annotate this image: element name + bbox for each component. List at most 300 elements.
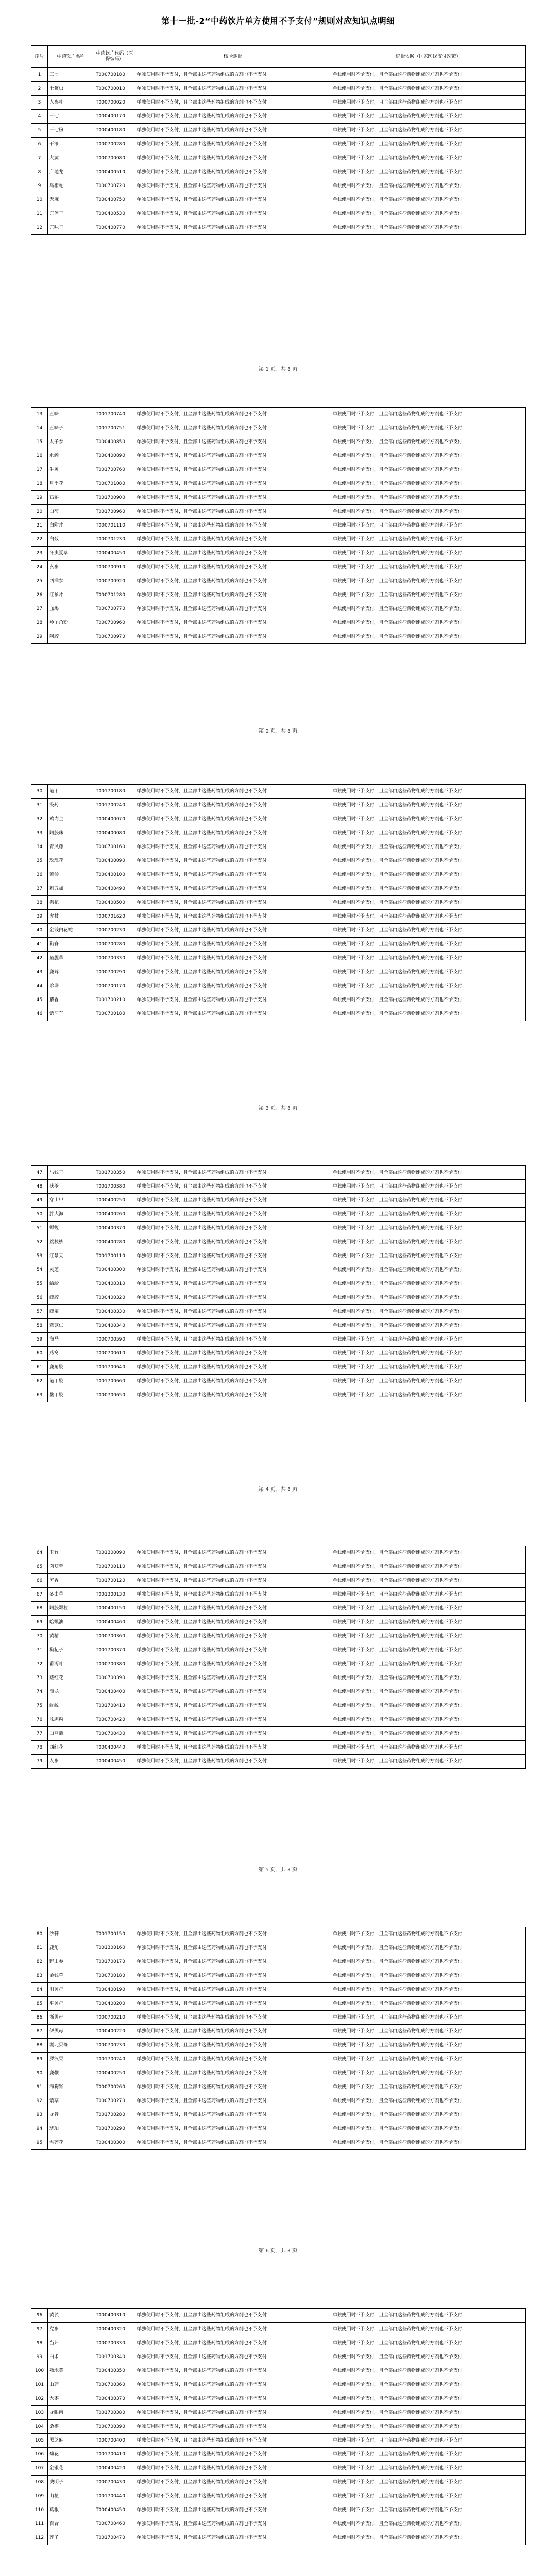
herb-name: 紫河车 — [48, 1007, 94, 1021]
policy-basis: 单独使用时不予支付，且全部由这些药物组成的方剂也不予支付 — [331, 785, 526, 799]
table-row — [31, 138, 526, 151]
policy-basis: 单独使用时不予支付，且全部由这些药物组成的方剂也不予支付 — [331, 1685, 526, 1699]
herb-code: T001700660 — [94, 1375, 135, 1388]
table-row — [31, 2080, 526, 2094]
policy-basis: 单独使用时不予支付，且全部由这些药物组成的方剂也不予支付 — [331, 2350, 526, 2364]
row-number: 104 — [31, 2420, 48, 2434]
check-logic: 单独使用时不予支付，且全部由这些药物组成的方剂也不予支付 — [135, 2364, 331, 2378]
herb-name: 海龙 — [48, 1685, 94, 1699]
herb-code: T000400070 — [94, 812, 135, 826]
check-logic: 单独使用时不予支付，且全部由这些药物组成的方剂也不予支付 — [135, 952, 331, 965]
row-number: 83 — [31, 1969, 48, 1983]
herb-name: 熊胆粉 — [48, 1713, 94, 1727]
herb-code: T001300160 — [94, 1941, 135, 1955]
herb-code: T000700380 — [94, 1657, 135, 1671]
table-row — [31, 799, 526, 812]
table-row — [31, 2066, 526, 2080]
check-logic: 单独使用时不予支付，且全部由这些药物组成的方剂也不予支付 — [135, 1546, 331, 1560]
row-number: 63 — [31, 1388, 48, 1402]
check-logic: 单独使用时不予支付，且全部由这些药物组成的方剂也不予支付 — [135, 547, 331, 561]
table-row — [31, 952, 526, 965]
table-row — [31, 2122, 526, 2136]
row-number: 45 — [31, 993, 48, 1007]
row-number: 109 — [31, 2489, 48, 2503]
check-logic: 单独使用时不予支付，且全部由这些药物组成的方剂也不予支付 — [135, 124, 331, 138]
herb-name: 乌梢蛇 — [48, 179, 94, 193]
herb-code: T001700370 — [94, 1643, 135, 1657]
check-logic: 单独使用时不予支付，且全部由这些药物组成的方剂也不予支付 — [135, 924, 331, 938]
page-7 — [31, 2308, 525, 2545]
check-logic: 单独使用时不予支付，且全部由这些药物组成的方剂也不予支付 — [135, 505, 331, 519]
table-row — [31, 408, 526, 421]
herb-code: T000400510 — [94, 165, 135, 179]
policy-basis: 单独使用时不予支付，且全部由这些药物组成的方剂也不予支付 — [331, 2122, 526, 2136]
table-row — [31, 68, 526, 82]
row-number: 112 — [31, 2531, 48, 2545]
policy-basis: 单独使用时不予支付，且全部由这些药物组成的方剂也不予支付 — [331, 1588, 526, 1602]
check-logic: 单独使用时不予支付，且全部由这些药物组成的方剂也不予支付 — [135, 2323, 331, 2336]
table-row — [31, 463, 526, 477]
row-number: 35 — [31, 854, 48, 868]
check-logic: 单独使用时不予支付，且全部由这些药物组成的方剂也不予支付 — [135, 82, 331, 96]
herb-code: T000400250 — [94, 2066, 135, 2080]
check-logic: 单独使用时不予支付，且全部由这些药物组成的方剂也不予支付 — [135, 1616, 331, 1630]
herb-name: 鹿角胶 — [48, 1361, 94, 1375]
policy-basis: 单独使用时不予支付，且全部由这些药物组成的方剂也不予支付 — [331, 547, 526, 561]
herb-code: T001700350 — [94, 1166, 135, 1180]
herb-code: T000700610 — [94, 1347, 135, 1361]
detail-table — [31, 407, 526, 644]
check-logic: 单独使用时不予支付，且全部由这些药物组成的方剂也不予支付 — [135, 2025, 331, 2039]
check-logic: 单独使用时不予支付，且全部由这些药物组成的方剂也不予支付 — [135, 2350, 331, 2364]
policy-basis: 单独使用时不予支付，且全部由这些药物组成的方剂也不予支付 — [331, 1319, 526, 1333]
check-logic: 单独使用时不予支付，且全部由这些药物组成的方剂也不予支付 — [135, 2136, 331, 2150]
check-logic: 单独使用时不予支付，且全部由这些药物组成的方剂也不予支付 — [135, 1997, 331, 2011]
herb-code: T000700920 — [94, 574, 135, 588]
row-number: 86 — [31, 2011, 48, 2025]
herb-name: 刺五加 — [48, 882, 94, 896]
policy-basis: 单独使用时不予支付，且全部由这些药物组成的方剂也不予支付 — [331, 2434, 526, 2448]
row-number: 66 — [31, 1574, 48, 1588]
policy-basis: 单独使用时不予支付，且全部由这些药物组成的方剂也不予支付 — [331, 799, 526, 812]
herb-name: 干漆 — [48, 138, 94, 151]
herb-code: T000400340 — [94, 1319, 135, 1333]
row-number: 24 — [31, 561, 48, 574]
table-row — [31, 2364, 526, 2378]
page-footer: 第 1 页，共 8 页 — [258, 367, 298, 372]
row-number: 68 — [31, 1602, 48, 1616]
page-1 — [31, 45, 525, 235]
check-logic: 单独使用时不予支付，且全部由这些药物组成的方剂也不予支付 — [135, 491, 331, 505]
policy-basis: 单独使用时不予支付，且全部由这些药物组成的方剂也不予支付 — [331, 2448, 526, 2462]
table-row — [31, 1699, 526, 1713]
policy-basis: 单独使用时不予支付，且全部由这些药物组成的方剂也不予支付 — [331, 207, 526, 221]
herb-code: T000400320 — [94, 1291, 135, 1305]
table-row — [31, 1588, 526, 1602]
herb-name: 黑芝麻 — [48, 2434, 94, 2448]
table-row — [31, 519, 526, 533]
herb-name: 苦参 — [48, 868, 94, 882]
herb-code: T001700751 — [94, 421, 135, 435]
check-logic: 单独使用时不予支付，且全部由这些药物组成的方剂也不予支付 — [135, 1388, 331, 1402]
herb-code: T000700020 — [94, 96, 135, 110]
table-row — [31, 179, 526, 193]
herb-code: T000400850 — [94, 435, 135, 449]
table-row — [31, 826, 526, 840]
policy-basis: 单独使用时不予支付，且全部由这些药物组成的方剂也不予支付 — [331, 854, 526, 868]
row-number: 96 — [31, 2309, 48, 2323]
policy-basis: 单独使用时不予支付，且全部由这些药物组成的方剂也不予支付 — [331, 896, 526, 910]
herb-code: T000700080 — [94, 151, 135, 165]
herb-name: 白附片 — [48, 519, 94, 533]
herb-code: T000700720 — [94, 179, 135, 193]
check-logic: 单独使用时不予支付，且全部由这些药物组成的方剂也不予支付 — [135, 1685, 331, 1699]
policy-basis: 单独使用时不予支付，且全部由这些药物组成的方剂也不予支付 — [331, 533, 526, 547]
row-number: 11 — [31, 207, 48, 221]
table-row — [31, 151, 526, 165]
check-logic: 单独使用时不予支付，且全部由这些药物组成的方剂也不予支付 — [135, 2517, 331, 2531]
herb-name: 灵芝 — [48, 1263, 94, 1277]
herb-name: 金银花 — [48, 2462, 94, 2476]
policy-basis: 单独使用时不予支付，且全部由这些药物组成的方剂也不予支付 — [331, 1166, 526, 1180]
row-number: 108 — [31, 2476, 48, 2489]
herb-code: T000400200 — [94, 1997, 135, 2011]
herb-name: 羚羊角粉 — [48, 616, 94, 630]
herb-code: T000400890 — [94, 449, 135, 463]
herb-code: T000700360 — [94, 2378, 135, 2392]
herb-code: T000700770 — [94, 602, 135, 616]
check-logic: 单独使用时不予支付，且全部由这些药物组成的方剂也不予支付 — [135, 2434, 331, 2448]
herb-name: 蝉蜕 — [48, 1222, 94, 1235]
herb-code: T000700230 — [94, 2039, 135, 2053]
herb-name: 沙棘 — [48, 1927, 94, 1941]
table-row — [31, 547, 526, 561]
herb-code: T000701280 — [94, 588, 135, 602]
check-logic: 单独使用时不予支付，且全部由这些药物组成的方剂也不予支付 — [135, 965, 331, 979]
row-number: 43 — [31, 965, 48, 979]
herb-name: 蛇蜕 — [48, 1699, 94, 1713]
policy-basis: 单独使用时不予支付，且全部由这些药物组成的方剂也不予支付 — [331, 1755, 526, 1769]
herb-name: 太子参 — [48, 435, 94, 449]
herb-code: T000400080 — [94, 826, 135, 840]
check-logic: 单独使用时不予支付，且全部由这些药物组成的方剂也不予支付 — [135, 882, 331, 896]
herb-name: 天麻 — [48, 193, 94, 207]
herb-name: 珍珠 — [48, 979, 94, 993]
detail-table — [31, 2308, 526, 2545]
herb-name: 狗脊 — [48, 938, 94, 952]
check-logic: 单独使用时不予支付，且全部由这些药物组成的方剂也不予支付 — [135, 1671, 331, 1685]
herb-code: T000400260 — [94, 1208, 135, 1222]
row-number: 51 — [31, 1222, 48, 1235]
herb-code: T001700180 — [94, 785, 135, 799]
check-logic: 单独使用时不予支付，且全部由这些药物组成的方剂也不予支付 — [135, 2406, 331, 2420]
table-row — [31, 96, 526, 110]
herb-code: T000700180 — [94, 1969, 135, 1983]
table-row — [31, 1361, 526, 1375]
row-number: 2 — [31, 82, 48, 96]
check-logic: 单独使用时不予支付，且全部由这些药物组成的方剂也不予支付 — [135, 519, 331, 533]
herb-code: T000700650 — [94, 1388, 135, 1402]
herb-code: T000700270 — [94, 2094, 135, 2108]
row-number: 97 — [31, 2323, 48, 2336]
row-number: 111 — [31, 2517, 48, 2531]
herb-code: T000700330 — [94, 2336, 135, 2350]
policy-basis: 单独使用时不予支付，且全部由这些药物组成的方剂也不予支付 — [331, 1671, 526, 1685]
policy-basis: 单独使用时不予支付，且全部由这些药物组成的方剂也不予支付 — [331, 2489, 526, 2503]
row-number: 23 — [31, 547, 48, 561]
herb-code: T000700010 — [94, 82, 135, 96]
table-row — [31, 1388, 526, 1402]
policy-basis: 单独使用时不予支付，且全部由这些药物组成的方剂也不予支付 — [331, 449, 526, 463]
table-row — [31, 1983, 526, 1997]
herb-code: T001700740 — [94, 408, 135, 421]
policy-basis: 单独使用时不予支付，且全部由这些药物组成的方剂也不予支付 — [331, 2025, 526, 2039]
table-row — [31, 1616, 526, 1630]
table-row — [31, 1277, 526, 1291]
table-row — [31, 491, 526, 505]
herb-name: 虎杖 — [48, 910, 94, 924]
check-logic: 单独使用时不予支付，且全部由这些药物组成的方剂也不予支付 — [135, 630, 331, 644]
row-number: 20 — [31, 505, 48, 519]
herb-name: 川贝母 — [48, 1983, 94, 1997]
herb-name: 藏红花 — [48, 1671, 94, 1685]
table-row — [31, 2011, 526, 2025]
policy-basis: 单独使用时不予支付，且全部由这些药物组成的方剂也不予支付 — [331, 2136, 526, 2150]
herb-code: T000400490 — [94, 882, 135, 896]
herb-name: 燕窝 — [48, 1347, 94, 1361]
row-number: 32 — [31, 812, 48, 826]
check-logic: 单独使用时不予支付，且全部由这些药物组成的方剂也不予支付 — [135, 2039, 331, 2053]
policy-basis: 单独使用时不予支付，且全部由这些药物组成的方剂也不予支付 — [331, 1263, 526, 1277]
herb-code: T000700430 — [94, 2476, 135, 2489]
policy-basis: 单独使用时不予支付，且全部由这些药物组成的方剂也不予支付 — [331, 2108, 526, 2122]
check-logic: 单独使用时不予支付，且全部由这些药物组成的方剂也不予支付 — [135, 896, 331, 910]
table-row — [31, 2039, 526, 2053]
check-logic: 单独使用时不予支付，且全部由这些药物组成的方剂也不予支付 — [135, 2336, 331, 2350]
check-logic: 单独使用时不予支付，且全部由这些药物组成的方剂也不予支付 — [135, 2531, 331, 2545]
policy-basis: 单独使用时不予支付，且全部由这些药物组成的方剂也不予支付 — [331, 193, 526, 207]
policy-basis: 单独使用时不予支付，且全部由这些药物组成的方剂也不予支付 — [331, 2364, 526, 2378]
herb-code: T000700970 — [94, 630, 135, 644]
herb-code: T000700910 — [94, 561, 135, 574]
herb-name: 冬虫夏草 — [48, 547, 94, 561]
column-header: 逻辑依据（国家医保支付政策） — [331, 46, 526, 68]
herb-code: T001700290 — [94, 2122, 135, 2136]
check-logic: 单独使用时不予支付，且全部由这些药物组成的方剂也不予支付 — [135, 2066, 331, 2080]
policy-basis: 单独使用时不予支付，且全部由这些药物组成的方剂也不予支付 — [331, 1727, 526, 1741]
check-logic: 单独使用时不予支付，且全部由这些药物组成的方剂也不予支付 — [135, 602, 331, 616]
row-number: 25 — [31, 574, 48, 588]
herb-code: T000700260 — [94, 2080, 135, 2094]
row-number: 85 — [31, 1997, 48, 2011]
check-logic: 单独使用时不予支付，且全部由这些药物组成的方剂也不予支付 — [135, 1657, 331, 1671]
policy-basis: 单独使用时不予支付，且全部由这些药物组成的方剂也不予支付 — [331, 2094, 526, 2108]
herb-name: 玫瑰花 — [48, 854, 94, 868]
table-row — [31, 1291, 526, 1305]
herb-name: 西红花 — [48, 1741, 94, 1755]
row-number: 71 — [31, 1643, 48, 1657]
row-number: 61 — [31, 1361, 48, 1375]
row-number: 9 — [31, 179, 48, 193]
policy-basis: 单独使用时不予支付，且全部由这些药物组成的方剂也不予支付 — [331, 82, 526, 96]
row-number: 78 — [31, 1741, 48, 1755]
check-logic: 单独使用时不予支付，且全部由这些药物组成的方剂也不予支付 — [135, 421, 331, 435]
policy-basis: 单独使用时不予支付，且全部由这些药物组成的方剂也不予支付 — [331, 2066, 526, 2080]
herb-name: 海狗肾 — [48, 2080, 94, 2094]
table-row — [31, 1997, 526, 2011]
herb-code: T001700410 — [94, 2448, 135, 2462]
policy-basis: 单独使用时不予支付，且全部由这些药物组成的方剂也不予支付 — [331, 110, 526, 124]
table-row — [31, 1643, 526, 1657]
check-logic: 单独使用时不予支付，且全部由这些药物组成的方剂也不予支付 — [135, 179, 331, 193]
policy-basis: 单独使用时不予支付，且全部由这些药物组成的方剂也不予支付 — [331, 1983, 526, 1997]
row-number: 91 — [31, 2080, 48, 2094]
policy-basis: 单独使用时不予支付，且全部由这些药物组成的方剂也不予支付 — [331, 588, 526, 602]
herb-code: T000700360 — [94, 1630, 135, 1643]
table-row — [31, 1630, 526, 1643]
table-row — [31, 1546, 526, 1560]
check-logic: 单独使用时不予支付，且全部由这些药物组成的方剂也不予支付 — [135, 207, 331, 221]
check-logic: 单独使用时不予支付，且全部由这些药物组成的方剂也不予支付 — [135, 2094, 331, 2108]
herb-code: T000700280 — [94, 138, 135, 151]
check-logic: 单独使用时不予支付，且全部由这些药物组成的方剂也不予支付 — [135, 193, 331, 207]
table-row — [31, 533, 526, 547]
policy-basis: 单独使用时不予支付，且全部由这些药物组成的方剂也不予支付 — [331, 491, 526, 505]
policy-basis: 单独使用时不予支付，且全部由这些药物组成的方剂也不予支付 — [331, 1927, 526, 1941]
herb-code: T001700340 — [94, 2350, 135, 2364]
row-number: 57 — [31, 1305, 48, 1319]
table-row — [31, 1574, 526, 1588]
table-row — [31, 2309, 526, 2323]
herb-name: 罗汉果 — [48, 2053, 94, 2066]
policy-basis: 单独使用时不予支付，且全部由这些药物组成的方剂也不予支付 — [331, 840, 526, 854]
policy-basis: 单独使用时不予支付，且全部由这些药物组成的方剂也不予支付 — [331, 882, 526, 896]
page-footer: 第 5 页，共 8 页 — [258, 1867, 298, 1873]
row-number: 31 — [31, 799, 48, 812]
table-row — [31, 574, 526, 588]
row-number: 40 — [31, 924, 48, 938]
herb-name: 五味子 — [48, 221, 94, 235]
page-5 — [31, 1546, 525, 1769]
herb-code: T001700210 — [94, 993, 135, 1007]
table-row — [31, 616, 526, 630]
herb-code: T000700330 — [94, 952, 135, 965]
herb-name: 莲子 — [48, 2531, 94, 2545]
herb-name: 红参片 — [48, 588, 94, 602]
herb-name: 伊贝母 — [48, 2025, 94, 2039]
detail-table — [31, 784, 526, 1021]
table-row — [31, 2025, 526, 2039]
check-logic: 单独使用时不予支付，且全部由这些药物组成的方剂也不予支付 — [135, 1263, 331, 1277]
table-row — [31, 938, 526, 952]
policy-basis: 单独使用时不予支付，且全部由这些药物组成的方剂也不予支付 — [331, 1361, 526, 1375]
policy-basis: 单独使用时不予支付，且全部由这些药物组成的方剂也不予支付 — [331, 505, 526, 519]
policy-basis: 单独使用时不予支付，且全部由这些药物组成的方剂也不予支付 — [331, 2531, 526, 2545]
herb-name: 阿胶珠 — [48, 826, 94, 840]
check-logic: 单独使用时不予支付，且全部由这些药物组成的方剂也不予支付 — [135, 1222, 331, 1235]
table-row — [31, 2476, 526, 2489]
herb-code: T000400300 — [94, 2136, 135, 2150]
check-logic: 单独使用时不予支付，且全部由这些药物组成的方剂也不予支付 — [135, 1560, 331, 1574]
check-logic: 单独使用时不予支付，且全部由这些药物组成的方剂也不予支付 — [135, 854, 331, 868]
row-number: 98 — [31, 2336, 48, 2350]
check-logic: 单独使用时不予支付，且全部由这些药物组成的方剂也不予支付 — [135, 1375, 331, 1388]
herb-name: 枸杞 — [48, 896, 94, 910]
herb-name: 枸杞子 — [48, 1643, 94, 1657]
table-row — [31, 1249, 526, 1263]
row-number: 84 — [31, 1983, 48, 1997]
herb-code: T000400440 — [94, 1741, 135, 1755]
check-logic: 单独使用时不予支付，且全部由这些药物组成的方剂也不予支付 — [135, 2503, 331, 2517]
herb-name: 蜂蜜 — [48, 1305, 94, 1319]
row-number: 101 — [31, 2378, 48, 2392]
page-footer: 第 6 页，共 8 页 — [258, 2248, 298, 2254]
herb-name: 水蛭 — [48, 449, 94, 463]
row-number: 18 — [31, 477, 48, 491]
herb-code: T000400170 — [94, 110, 135, 124]
table-row — [31, 1180, 526, 1194]
herb-code: T000400250 — [94, 1194, 135, 1208]
policy-basis: 单独使用时不予支付，且全部由这些药物组成的方剂也不予支付 — [331, 408, 526, 421]
herb-code: T001700900 — [94, 491, 135, 505]
table-row — [31, 505, 526, 519]
table-row — [31, 882, 526, 896]
herb-code: T000700400 — [94, 2434, 135, 2448]
check-logic: 单独使用时不予支付，且全部由这些药物组成的方剂也不予支付 — [135, 938, 331, 952]
herb-code: T000400400 — [94, 1685, 135, 1699]
check-logic: 单独使用时不予支付，且全部由这些药物组成的方剂也不予支付 — [135, 910, 331, 924]
detail-table — [31, 45, 526, 235]
herb-code: T000400750 — [94, 193, 135, 207]
table-row — [31, 1305, 526, 1319]
table-row — [31, 449, 526, 463]
row-number: 65 — [31, 1560, 48, 1574]
herb-code: T000700960 — [94, 616, 135, 630]
row-number: 58 — [31, 1319, 48, 1333]
policy-basis: 单独使用时不予支付，且全部由这些药物组成的方剂也不予支付 — [331, 1699, 526, 1713]
herb-name: 龙眼肉 — [48, 2406, 94, 2420]
check-logic: 单独使用时不予支付，且全部由这些药物组成的方剂也不予支付 — [135, 799, 331, 812]
herb-code: T001300130 — [94, 1588, 135, 1602]
herb-code: T001700110 — [94, 1560, 135, 1574]
check-logic: 单独使用时不予支付，且全部由这些药物组成的方剂也不予支付 — [135, 138, 331, 151]
row-number: 60 — [31, 1347, 48, 1361]
policy-basis: 单独使用时不予支付，且全部由这些药物组成的方剂也不予支付 — [331, 1997, 526, 2011]
herb-code: T001700760 — [94, 463, 135, 477]
herb-name: 土鳖虫 — [48, 82, 94, 96]
table-row — [31, 1222, 526, 1235]
herb-code: T000700390 — [94, 2420, 135, 2434]
herb-code: T001700150 — [94, 1927, 135, 1941]
row-number: 5 — [31, 124, 48, 138]
row-number: 16 — [31, 449, 48, 463]
herb-code: T000400450 — [94, 547, 135, 561]
check-logic: 单独使用时不予支付，且全部由这些药物组成的方剂也不予支付 — [135, 2476, 331, 2489]
policy-basis: 单独使用时不予支付，且全部由这些药物组成的方剂也不予支付 — [331, 2336, 526, 2350]
table-row — [31, 993, 526, 1007]
table-row — [31, 1727, 526, 1741]
herb-code: T000700170 — [94, 979, 135, 993]
check-logic: 单独使用时不予支付，且全部由这些药物组成的方剂也不予支付 — [135, 1166, 331, 1180]
table-row — [31, 2136, 526, 2150]
herb-name: 阿胶 — [48, 630, 94, 644]
policy-basis: 单独使用时不予支付，且全部由这些药物组成的方剂也不予支付 — [331, 812, 526, 826]
herb-name: 黄精 — [48, 1630, 94, 1643]
table-row — [31, 477, 526, 491]
table-row — [31, 602, 526, 616]
herb-code: T001700410 — [94, 1699, 135, 1713]
herb-name: 山药 — [48, 2378, 94, 2392]
